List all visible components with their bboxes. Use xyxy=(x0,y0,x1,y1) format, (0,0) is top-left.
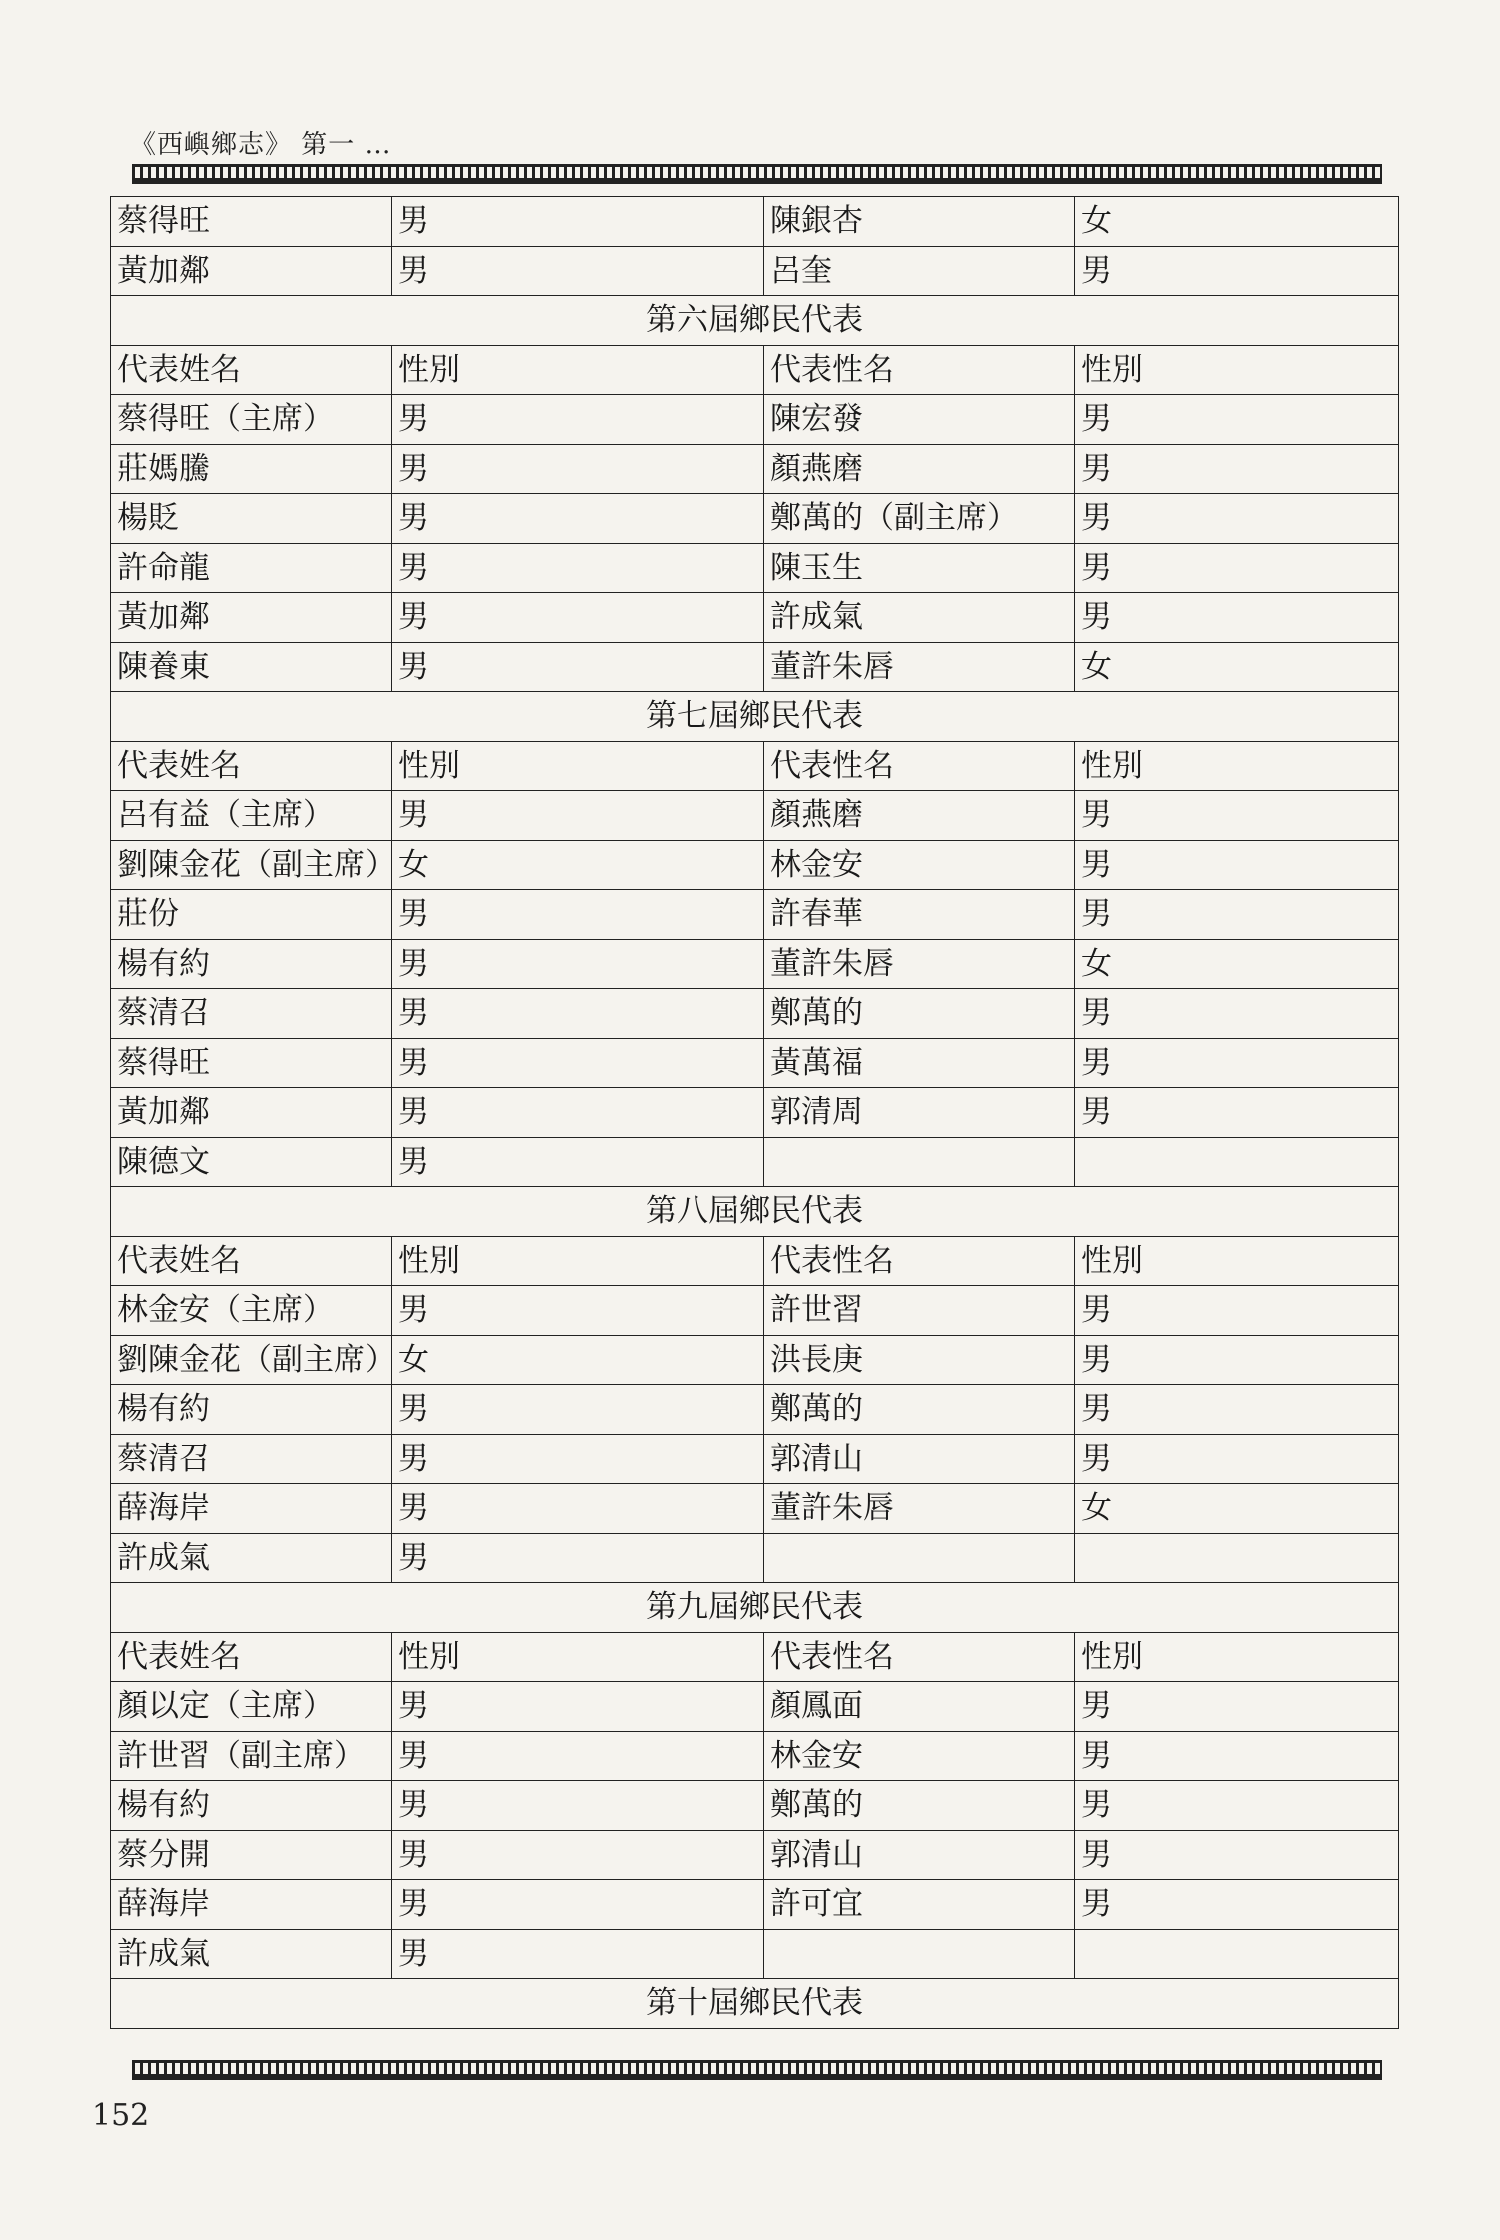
section-heading-row xyxy=(111,1979,1399,2029)
representative-name-cell: 顏以定（主席） xyxy=(111,1682,392,1732)
representative-name-cell: 莊媽騰 xyxy=(111,444,392,494)
table-row xyxy=(111,1880,1399,1930)
table-row xyxy=(111,444,1399,494)
representative-name-cell: 郭清山 xyxy=(764,1830,1075,1880)
gender-cell: 男 xyxy=(392,1781,764,1831)
gender-cell: 男 xyxy=(1075,840,1399,890)
table-row xyxy=(111,1830,1399,1880)
gender-cell: 男 xyxy=(392,989,764,1039)
gender-cell: 性別 xyxy=(392,1632,764,1682)
representative-name-cell: 代表姓名 xyxy=(111,1236,392,1286)
gender-cell: 男 xyxy=(1075,890,1399,940)
gender-cell: 男 xyxy=(392,1286,764,1336)
table-row xyxy=(111,1929,1399,1979)
representative-name-cell: 陳養東 xyxy=(111,642,392,692)
gender-cell: 男 xyxy=(392,1533,764,1583)
gender-cell xyxy=(1075,1137,1399,1187)
gender-cell: 男 xyxy=(1075,1781,1399,1831)
representative-name-cell: 許成氣 xyxy=(111,1929,392,1979)
representative-name-cell: 黃萬福 xyxy=(764,1038,1075,1088)
gender-cell: 女 xyxy=(1075,642,1399,692)
representative-name-cell: 黃加鄰 xyxy=(111,1088,392,1138)
representative-name-cell: 蔡得旺 xyxy=(111,1038,392,1088)
gender-cell: 男 xyxy=(1075,1731,1399,1781)
representative-name-cell: 顏鳳面 xyxy=(764,1682,1075,1732)
gender-cell: 男 xyxy=(392,543,764,593)
gender-cell: 男 xyxy=(1075,1088,1399,1138)
representative-name-cell: 鄭萬的 xyxy=(764,1781,1075,1831)
gender-cell: 男 xyxy=(392,1682,764,1732)
gender-cell: 男 xyxy=(1075,1434,1399,1484)
representative-name-cell: 郭清山 xyxy=(764,1434,1075,1484)
table-row xyxy=(111,1335,1399,1385)
table-row xyxy=(111,1236,1399,1286)
gender-cell xyxy=(1075,1533,1399,1583)
representative-name-cell: 許命龍 xyxy=(111,543,392,593)
representative-name-cell: 呂奎 xyxy=(764,246,1075,296)
representative-name-cell: 薛海岸 xyxy=(111,1880,392,1930)
table-row xyxy=(111,1781,1399,1831)
gender-cell: 男 xyxy=(392,1731,764,1781)
representative-name-cell: 顏燕磨 xyxy=(764,791,1075,841)
section-title: 第七屆鄉民代表 xyxy=(111,692,1399,742)
table-row xyxy=(111,1038,1399,1088)
gender-cell: 男 xyxy=(1075,1830,1399,1880)
gender-cell: 男 xyxy=(1075,1286,1399,1336)
representative-name-cell: 董許朱唇 xyxy=(764,1484,1075,1534)
gender-cell: 男 xyxy=(392,1484,764,1534)
section-heading-row xyxy=(111,296,1399,346)
section-heading-row xyxy=(111,1583,1399,1633)
table-row xyxy=(111,840,1399,890)
representative-name-cell: 楊有約 xyxy=(111,1385,392,1435)
table-row xyxy=(111,1484,1399,1534)
gender-cell: 男 xyxy=(392,1929,764,1979)
representative-name-cell: 陳宏發 xyxy=(764,395,1075,445)
representative-name-cell: 代表姓名 xyxy=(111,741,392,791)
gender-cell: 性別 xyxy=(1075,345,1399,395)
table-row xyxy=(111,1632,1399,1682)
gender-cell: 性別 xyxy=(392,741,764,791)
gender-cell: 男 xyxy=(392,1385,764,1435)
gender-cell: 男 xyxy=(1075,444,1399,494)
representative-name-cell: 代表姓名 xyxy=(111,345,392,395)
representative-name-cell: 鄭萬的（副主席） xyxy=(764,494,1075,544)
representative-name-cell: 代表性名 xyxy=(764,741,1075,791)
gender-cell: 男 xyxy=(1075,494,1399,544)
gender-cell: 男 xyxy=(392,246,764,296)
gender-cell: 男 xyxy=(1075,1682,1399,1732)
representative-name-cell: 代表性名 xyxy=(764,1632,1075,1682)
representative-name-cell: 蔡得旺（主席） xyxy=(111,395,392,445)
representative-name-cell: 蔡分開 xyxy=(111,1830,392,1880)
table-row xyxy=(111,1286,1399,1336)
representative-name-cell: 劉陳金花（副主席） xyxy=(111,1335,392,1385)
representative-name-cell: 林金安 xyxy=(764,840,1075,890)
gender-cell: 性別 xyxy=(1075,741,1399,791)
representative-name-cell: 陳德文 xyxy=(111,1137,392,1187)
gender-cell: 男 xyxy=(1075,246,1399,296)
gender-cell: 男 xyxy=(392,642,764,692)
representative-name-cell: 顏燕磨 xyxy=(764,444,1075,494)
table-row xyxy=(111,395,1399,445)
table-row xyxy=(111,593,1399,643)
representative-name-cell: 代表性名 xyxy=(764,345,1075,395)
table-row xyxy=(111,1088,1399,1138)
table-row xyxy=(111,890,1399,940)
representative-name-cell: 楊貶 xyxy=(111,494,392,544)
table-row xyxy=(111,1533,1399,1583)
representative-name-cell: 陳銀杏 xyxy=(764,197,1075,247)
gender-cell: 男 xyxy=(392,890,764,940)
representative-name-cell: 呂有益（主席） xyxy=(111,791,392,841)
representative-name-cell: 洪長庚 xyxy=(764,1335,1075,1385)
table-row xyxy=(111,494,1399,544)
table-row xyxy=(111,1137,1399,1187)
representative-name-cell: 許世習（副主席） xyxy=(111,1731,392,1781)
representative-name-cell: 代表性名 xyxy=(764,1236,1075,1286)
table-row xyxy=(111,1731,1399,1781)
gender-cell: 男 xyxy=(1075,1880,1399,1930)
gender-cell: 男 xyxy=(1075,1038,1399,1088)
representative-name-cell: 蔡清召 xyxy=(111,989,392,1039)
section-title: 第六屆鄉民代表 xyxy=(111,296,1399,346)
gender-cell: 女 xyxy=(1075,939,1399,989)
gender-cell: 男 xyxy=(392,1038,764,1088)
table-row xyxy=(111,543,1399,593)
representative-name-cell: 鄭萬的 xyxy=(764,1385,1075,1435)
representative-name-cell: 陳玉生 xyxy=(764,543,1075,593)
gender-cell: 男 xyxy=(1075,791,1399,841)
gender-cell: 男 xyxy=(392,791,764,841)
table-row xyxy=(111,791,1399,841)
gender-cell: 女 xyxy=(1075,197,1399,247)
gender-cell: 男 xyxy=(1075,543,1399,593)
gender-cell: 性別 xyxy=(1075,1236,1399,1286)
gender-cell: 女 xyxy=(392,840,764,890)
representative-name-cell: 許世習 xyxy=(764,1286,1075,1336)
gender-cell: 男 xyxy=(392,494,764,544)
table-row xyxy=(111,642,1399,692)
representative-name-cell: 黃加鄰 xyxy=(111,593,392,643)
representative-name-cell: 林金安（主席） xyxy=(111,1286,392,1336)
section-heading-row xyxy=(111,1187,1399,1237)
representative-name-cell: 董許朱唇 xyxy=(764,939,1075,989)
section-heading-row xyxy=(111,692,1399,742)
table-row xyxy=(111,989,1399,1039)
representative-name-cell: 楊有約 xyxy=(111,1781,392,1831)
gender-cell: 男 xyxy=(392,197,764,247)
representative-name-cell: 劉陳金花（副主席） xyxy=(111,840,392,890)
gender-cell: 男 xyxy=(1075,593,1399,643)
gender-cell: 男 xyxy=(392,593,764,643)
gender-cell: 男 xyxy=(392,1880,764,1930)
representative-name-cell: 林金安 xyxy=(764,1731,1075,1781)
gender-cell: 男 xyxy=(392,1088,764,1138)
representative-name-cell: 郭清周 xyxy=(764,1088,1075,1138)
representative-name-cell: 董許朱唇 xyxy=(764,642,1075,692)
representative-name-cell: 黃加鄰 xyxy=(111,246,392,296)
gender-cell: 女 xyxy=(1075,1484,1399,1534)
gender-cell: 男 xyxy=(1075,395,1399,445)
representative-name-cell: 楊有約 xyxy=(111,939,392,989)
representative-name-cell: 許可宜 xyxy=(764,1880,1075,1930)
bottom-decorative-border xyxy=(132,2060,1382,2080)
representative-name-cell: 蔡清召 xyxy=(111,1434,392,1484)
top-decorative-border xyxy=(132,164,1382,184)
representatives-table xyxy=(110,196,1399,2029)
representative-name-cell: 薛海岸 xyxy=(111,1484,392,1534)
table-row xyxy=(111,345,1399,395)
representative-name-cell: 莊份 xyxy=(111,890,392,940)
representative-name-cell: 許成氣 xyxy=(111,1533,392,1583)
gender-cell: 性別 xyxy=(392,345,764,395)
representative-name-cell: 蔡得旺 xyxy=(111,197,392,247)
representative-name-cell xyxy=(764,1137,1075,1187)
table-row xyxy=(111,1434,1399,1484)
table-row xyxy=(111,246,1399,296)
gender-cell: 性別 xyxy=(1075,1632,1399,1682)
gender-cell: 男 xyxy=(1075,1335,1399,1385)
gender-cell: 男 xyxy=(392,1434,764,1484)
gender-cell: 男 xyxy=(392,395,764,445)
table-row xyxy=(111,1385,1399,1435)
table-row xyxy=(111,197,1399,247)
representative-name-cell: 許春華 xyxy=(764,890,1075,940)
book-header: 《西嶼鄉志》 第一 … xyxy=(130,130,392,160)
page-number: 152 xyxy=(92,2098,150,2133)
representative-name-cell: 許成氣 xyxy=(764,593,1075,643)
gender-cell: 性別 xyxy=(392,1236,764,1286)
representative-name-cell: 鄭萬的 xyxy=(764,989,1075,1039)
section-title: 第九屆鄉民代表 xyxy=(111,1583,1399,1633)
gender-cell: 男 xyxy=(392,1137,764,1187)
gender-cell: 男 xyxy=(392,939,764,989)
gender-cell: 女 xyxy=(392,1335,764,1385)
representative-name-cell: 代表姓名 xyxy=(111,1632,392,1682)
section-title: 第十屆鄉民代表 xyxy=(111,1979,1399,2029)
representative-name-cell xyxy=(764,1533,1075,1583)
gender-cell: 男 xyxy=(392,1830,764,1880)
gender-cell: 男 xyxy=(1075,1385,1399,1435)
table-row xyxy=(111,939,1399,989)
gender-cell: 男 xyxy=(1075,989,1399,1039)
section-title: 第八屆鄉民代表 xyxy=(111,1187,1399,1237)
gender-cell: 男 xyxy=(392,444,764,494)
gender-cell xyxy=(1075,1929,1399,1979)
table-row xyxy=(111,1682,1399,1732)
table-row xyxy=(111,741,1399,791)
representative-name-cell xyxy=(764,1929,1075,1979)
